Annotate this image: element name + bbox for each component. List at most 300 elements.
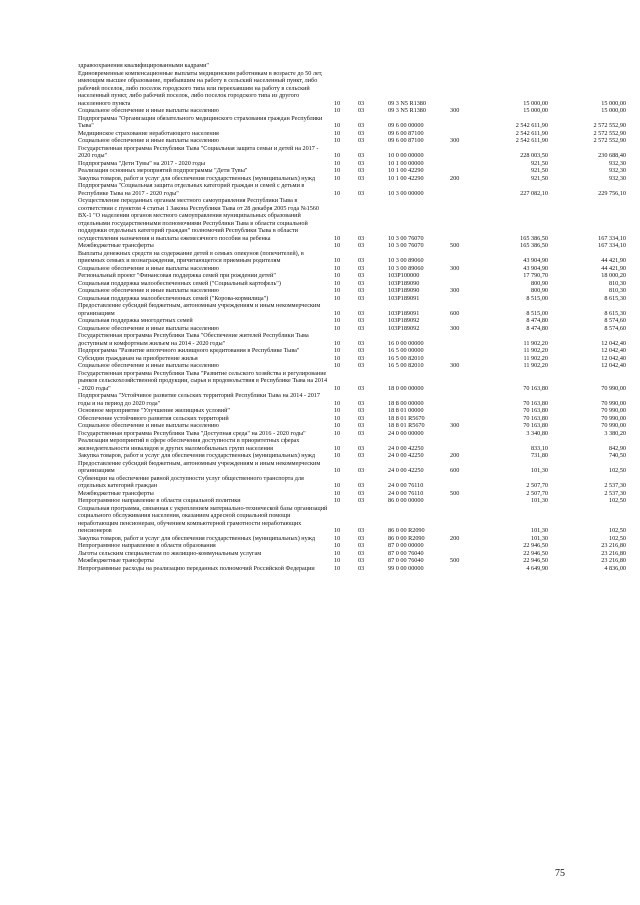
section-code-cell: 10 bbox=[334, 467, 341, 474]
expense-name-cell: Осуществление переданных органам местного самоуправления Республики Тыва в соответствии с пунктом 4 статьи 1 Закона Республики Тыва от 28 декабря 2005 года №1560 ВХ-1 "О наделении органов местного самоуправления муниципальных образований отдельными государственными полномочиями Республики Тыва в области социальной поддержки отдельных категорий граждан" полномочий Республики Тыва в области осуществления назначения и выплаты ежемесячного пособия на ребенка bbox=[78, 197, 319, 242]
amount-year1-cell: 11 902,20 bbox=[523, 339, 548, 347]
amount-year2-cell: 4 836,00 bbox=[604, 564, 626, 572]
amount-year2-cell: 70 990,00 bbox=[601, 407, 626, 414]
expense-type-cell: 300 bbox=[450, 362, 460, 369]
expense-type-cell bbox=[450, 62, 476, 70]
amount-year2-cell: 167 334,10 bbox=[598, 234, 626, 242]
amount-year2-cell: 810,30 bbox=[608, 279, 626, 287]
expense-type-cell: 500 bbox=[450, 242, 460, 249]
subsection-code-cell: 03 bbox=[358, 347, 365, 354]
target-article-cell: 24 0 00 00000 bbox=[388, 429, 424, 437]
section-code-cell: 10 bbox=[334, 107, 341, 114]
expense-name-cell: Предоставление субсидий бюджетным, автономным учреждениям и иным некоммерческим организациям bbox=[78, 302, 321, 317]
amount-year2-cell: 2 572 552,90 bbox=[593, 137, 626, 144]
expense-name-cell: Государственная программа Республики Тыва "Социальная защита семьи и детей на 2017 - 2020 годы" bbox=[78, 144, 319, 159]
subsection-code-cell: 03 bbox=[358, 549, 365, 557]
expense-name-cell: Реализация мероприятий в сфере обеспечения доступности в приоритетных сферах жизнедеятельности инвалидов и других маломобильных групп населения bbox=[78, 437, 300, 452]
section-code-cell: 10 bbox=[334, 167, 341, 174]
table-row bbox=[78, 347, 626, 355]
amount-year1-cell: 3 340,80 bbox=[526, 429, 548, 437]
amount-year1-cell: 101,30 bbox=[530, 497, 548, 504]
target-article-cell: 24 0 00 42250 bbox=[388, 452, 424, 459]
expense-name-cell: Субвенции на обеспечение равной доступности услуг общественного транспорта для отдельных категорий граждан bbox=[78, 474, 304, 489]
subsection-code-cell: 03 bbox=[358, 362, 365, 369]
target-article-cell: 87 0 00 76040 bbox=[388, 549, 424, 557]
expense-type-cell: 300 bbox=[450, 264, 460, 272]
section-code-cell: 10 bbox=[334, 549, 341, 557]
subsection-code-cell: 03 bbox=[358, 497, 365, 504]
expense-name-cell: здравоохранения квалифицированными кадрами" bbox=[78, 62, 209, 69]
expense-type-cell bbox=[450, 317, 476, 325]
expense-type-cell: 500 bbox=[450, 489, 460, 497]
expense-name-cell: Льготы сельским специалистам по жилищно-коммунальным услугам bbox=[78, 549, 262, 557]
amount-year2-cell: 230 688,40 bbox=[598, 152, 626, 159]
target-article-cell: 18 0 00 00000 bbox=[388, 384, 424, 392]
target-article-cell: 16 5 00 82010 bbox=[388, 362, 424, 369]
expense-type-cell bbox=[450, 415, 476, 423]
expense-name-cell: Межбюджетные трансферты bbox=[78, 242, 154, 249]
subsection-code-cell: 03 bbox=[358, 489, 365, 497]
subsection-code-cell: 03 bbox=[358, 99, 365, 107]
section-code-cell: 10 bbox=[334, 257, 341, 264]
target-article-cell: 16 0 00 00000 bbox=[388, 339, 424, 347]
budget-table-body bbox=[78, 62, 626, 572]
amount-year1-cell: 22 946,50 bbox=[523, 557, 548, 564]
amount-year1-cell: 165 386,50 bbox=[520, 234, 548, 242]
section-code-cell: 10 bbox=[334, 482, 341, 489]
budget-table bbox=[78, 62, 626, 572]
expense-name-cell: Основное мероприятие "Улучшение жилищных условий" bbox=[78, 407, 230, 414]
expense-name-cell: Субсидии гражданам на приобретение жилья bbox=[78, 354, 198, 362]
expense-name-cell: Непрограммное направление в области образования bbox=[78, 542, 216, 549]
section-code-cell: 10 bbox=[334, 339, 341, 347]
expense-type-cell: 300 bbox=[450, 287, 460, 294]
section-code-cell: 10 bbox=[334, 129, 341, 137]
table-row bbox=[78, 452, 626, 460]
subsection-code-cell: 03 bbox=[358, 422, 365, 429]
section-code-cell: 10 bbox=[334, 309, 341, 317]
target-article-cell: 24 0 00 76110 bbox=[388, 489, 424, 497]
target-article-cell: 24 0 00 42250 bbox=[388, 467, 424, 474]
subsection-code-cell: 03 bbox=[358, 354, 365, 362]
section-code-cell: 10 bbox=[334, 534, 341, 542]
amount-year2-cell: 8 574,60 bbox=[604, 324, 626, 332]
expense-name-cell: Единовременные компенсационные выплаты медицинским работникам в возрасте до 50 лет, имеющим высшее образование, прибывшим на работу в сельский населенный пункт, либо рабочий поселок, либо поселок городского типа или переехавшим на работу в сельский населенный пункт, либо рабочий поселок, либо поселок городского типа из другого населенного пункта bbox=[78, 69, 323, 107]
expense-name-cell: Подпрограмма "Устойчивое развитие сельских территорий Республики Тыва на 2014 - 2017 годы и на период до 2020 года" bbox=[78, 392, 320, 407]
expense-type-cell bbox=[450, 542, 476, 550]
section-code-cell: 10 bbox=[334, 557, 341, 564]
amount-year1-cell bbox=[476, 62, 554, 70]
target-article-cell: 10 3 00 76070 bbox=[388, 234, 424, 242]
amount-year2-cell: 12 042,40 bbox=[601, 347, 626, 354]
target-article-cell: 09 6 00 87100 bbox=[388, 129, 424, 137]
amount-year1-cell: 11 902,20 bbox=[523, 347, 548, 354]
expense-type-cell bbox=[450, 272, 476, 280]
table-row bbox=[78, 557, 626, 565]
expense-name-cell: Социальное обеспечение и иные выплаты населению bbox=[78, 287, 219, 294]
target-article-cell: 09 6 00 00000 bbox=[388, 122, 424, 129]
amount-year2-cell: 3 380,20 bbox=[604, 429, 626, 437]
target-article-cell: 09 3 N5 R1380 bbox=[388, 107, 426, 114]
subsection-code-cell: 03 bbox=[358, 324, 365, 332]
amount-year1-cell: 8 515,00 bbox=[526, 294, 548, 302]
section-code-cell: 10 bbox=[334, 347, 341, 354]
amount-year2-cell: 8 615,30 bbox=[604, 309, 626, 317]
subsection-code-cell: 03 bbox=[358, 167, 365, 174]
subsection-code-cell: 03 bbox=[358, 542, 365, 549]
section-code-cell: 10 bbox=[334, 234, 341, 242]
target-article-cell: 18 8 01 00000 bbox=[388, 407, 424, 414]
amount-year1-cell: 22 946,50 bbox=[523, 542, 548, 549]
subsection-code-cell: 03 bbox=[358, 557, 365, 564]
expense-name-cell: Социальное обеспечение и иные выплаты населению bbox=[78, 107, 219, 114]
expense-type-cell bbox=[450, 280, 476, 288]
target-article-cell: 103P189092 bbox=[388, 317, 420, 324]
subsection-code-cell: 03 bbox=[358, 129, 365, 137]
expense-type-cell: 200 bbox=[450, 452, 460, 459]
amount-year2-cell: 229 756,10 bbox=[598, 189, 626, 197]
subsection-code-cell: 03 bbox=[358, 122, 365, 129]
section-code-cell: 10 bbox=[334, 399, 341, 407]
amount-year1-cell: 921,50 bbox=[530, 167, 548, 174]
section-code-cell: 10 bbox=[334, 527, 341, 534]
table-row bbox=[78, 550, 626, 558]
subsection-code-cell: 03 bbox=[358, 294, 365, 302]
target-article-cell: 09 3 N5 R1380 bbox=[388, 99, 426, 107]
amount-year2-cell: 23 216,80 bbox=[601, 542, 626, 549]
expense-name-cell: Закупка товаров, работ и услуг для обеспечения государственных (муниципальных) нужд bbox=[78, 452, 316, 459]
table-row bbox=[78, 355, 626, 363]
target-article-cell: 10 3 00 89060 bbox=[388, 257, 424, 264]
table-row bbox=[78, 430, 626, 438]
target-article-cell: 10 3 00 00000 bbox=[388, 189, 424, 197]
table-row bbox=[78, 137, 626, 145]
amount-year1-cell: 833,10 bbox=[530, 444, 548, 452]
target-article-cell: 18 8 01 R5670 bbox=[388, 414, 425, 422]
subsection-code-cell: 03 bbox=[358, 309, 365, 317]
table-row bbox=[78, 542, 626, 550]
subsection-code-cell: 03 bbox=[358, 414, 365, 422]
amount-year1-cell: 70 163,80 bbox=[523, 414, 548, 422]
expense-name-cell: Государственная программа Республики Тыва "Развитие сельского хозяйства и регулирование рынков сельскохозяйственной продукции, сырья и продовольствия в Республике Тыва на 2014 - 2020 годы" bbox=[78, 369, 328, 392]
amount-year1-cell: 70 163,80 bbox=[523, 407, 548, 414]
amount-year1-cell: 101,30 bbox=[530, 534, 548, 542]
expense-type-cell bbox=[450, 197, 476, 242]
expense-name-cell: Обеспечение устойчивого развития сельских территорий bbox=[78, 414, 229, 422]
amount-year2-cell: 102,50 bbox=[608, 497, 626, 504]
amount-year2-cell: 932,30 bbox=[608, 159, 626, 167]
expense-name-cell: Социальное обеспечение и иные выплаты населению bbox=[78, 264, 219, 272]
section-code-cell: 10 bbox=[334, 407, 341, 414]
subsection-code-cell: 03 bbox=[358, 189, 365, 197]
amount-year2-cell: 932,30 bbox=[608, 174, 626, 182]
expense-name-cell: Региональный проект "Финансовая поддержка семей при рождении детей" bbox=[78, 272, 276, 279]
expense-type-cell bbox=[450, 565, 476, 573]
amount-year2-cell: 23 216,80 bbox=[601, 557, 626, 564]
expense-type-cell bbox=[450, 182, 476, 197]
table-row bbox=[78, 535, 626, 543]
section-code-cell: 10 bbox=[334, 242, 341, 249]
table-row bbox=[78, 317, 626, 325]
section-code-cell: 10 bbox=[334, 354, 341, 362]
subsection-code-cell: 03 bbox=[358, 234, 365, 242]
expense-name-cell: Социальное обеспечение и иные выплаты населению bbox=[78, 324, 219, 332]
expense-type-cell: 200 bbox=[450, 174, 460, 182]
table-row bbox=[78, 490, 626, 498]
table-row bbox=[78, 332, 626, 347]
expense-name-cell: Социальное обеспечение и иные выплаты населению bbox=[78, 422, 219, 429]
expense-name-cell: Социальное обеспечение и иные выплаты населению bbox=[78, 362, 219, 369]
section-code-cell: 10 bbox=[334, 174, 341, 182]
amount-year2-cell: 2 572 552,90 bbox=[593, 129, 626, 137]
expense-type-cell: 600 bbox=[450, 467, 460, 474]
expense-name-cell: Подпрограмма "Дети Тувы" на 2017 - 2020 годы bbox=[78, 159, 205, 167]
expense-type-cell: 200 bbox=[450, 534, 460, 542]
amount-year2-cell: 44 421,90 bbox=[601, 257, 626, 264]
amount-year1-cell: 70 163,80 bbox=[523, 422, 548, 429]
subsection-code-cell: 03 bbox=[358, 272, 365, 279]
amount-year2-cell: 102,50 bbox=[608, 534, 626, 542]
amount-year2-cell: 810,30 bbox=[608, 287, 626, 294]
page-number: 75 bbox=[555, 868, 565, 879]
subsection-code-cell: 03 bbox=[358, 152, 365, 159]
amount-year2-cell: 12 042,40 bbox=[601, 354, 626, 362]
expense-type-cell bbox=[450, 70, 476, 108]
amount-year1-cell: 15 000,00 bbox=[523, 99, 548, 107]
amount-year2-cell: 740,50 bbox=[608, 452, 626, 459]
expense-name-cell: Межбюджетные трансферты bbox=[78, 557, 154, 564]
expense-type-cell bbox=[450, 370, 476, 393]
amount-year1-cell: 43 904,90 bbox=[523, 257, 548, 264]
expense-type-cell bbox=[450, 355, 476, 363]
expense-name-cell: Реализация основных мероприятий подпрограммы "Дети Тувы" bbox=[78, 167, 248, 174]
subsection-code-cell: 03 bbox=[358, 482, 365, 489]
expense-type-cell bbox=[450, 250, 476, 265]
target-article-cell: 86 0 00 00000 bbox=[388, 497, 424, 504]
amount-year2-cell: 8 574,60 bbox=[604, 317, 626, 324]
amount-year1-cell: 70 163,80 bbox=[523, 384, 548, 392]
subsection-code-cell: 03 bbox=[358, 444, 365, 452]
expense-type-cell bbox=[450, 437, 476, 452]
amount-year1-cell: 70 163,80 bbox=[523, 399, 548, 407]
section-code-cell: 10 bbox=[334, 497, 341, 504]
table-row bbox=[78, 130, 626, 138]
target-article-cell: 103P100000 bbox=[388, 272, 420, 279]
amount-year2-cell: 2 572 552,90 bbox=[593, 122, 626, 129]
subsection-code-cell: 03 bbox=[358, 264, 365, 272]
subsection-code-cell: 03 bbox=[358, 407, 365, 414]
expense-type-cell: 300 bbox=[450, 107, 460, 114]
table-row bbox=[78, 70, 626, 108]
subsection-code-cell: 03 bbox=[358, 287, 365, 294]
target-article-cell: 10 0 00 00000 bbox=[388, 152, 424, 159]
table-row bbox=[78, 280, 626, 288]
amount-year1-cell: 101,30 bbox=[530, 467, 548, 474]
amount-year1-cell: 8 474,80 bbox=[526, 324, 548, 332]
subsection-code-cell: 03 bbox=[358, 279, 365, 287]
section-code-cell: 10 bbox=[334, 429, 341, 437]
target-article-cell: 10 1 00 42290 bbox=[388, 167, 424, 174]
amount-year2-cell: 15 000,00 bbox=[601, 107, 626, 114]
expense-type-cell bbox=[450, 475, 476, 490]
section-code-cell: 10 bbox=[334, 422, 341, 429]
amount-year2-cell: 44 421,90 bbox=[601, 264, 626, 272]
expense-name-cell: Социальная поддержка многодетных семей bbox=[78, 317, 193, 324]
target-article-cell: 103P189090 bbox=[388, 287, 420, 294]
expense-name-cell: Закупка товаров, работ и услуг для обеспечения государственных (муниципальных) нужд bbox=[78, 174, 316, 182]
subsection-code-cell: 03 bbox=[358, 452, 365, 459]
amount-year2-cell: 8 615,30 bbox=[604, 294, 626, 302]
expense-type-cell: 300 bbox=[450, 137, 460, 144]
section-code-cell: 10 bbox=[334, 324, 341, 332]
target-article-cell: 103P189091 bbox=[388, 294, 420, 302]
expense-name-cell: Социальная поддержка малообеспеченных семей ("Социальный картофель") bbox=[78, 279, 281, 287]
section-code-cell: 10 bbox=[334, 452, 341, 459]
table-row bbox=[78, 175, 626, 183]
subsection-code-cell: 03 bbox=[358, 399, 365, 407]
expense-name-cell: Непрограммные расходы на реализацию переданных полномочий Российской Федерации bbox=[78, 564, 315, 572]
amount-year1-cell: 8 474,80 bbox=[526, 317, 548, 324]
expense-name-cell: Медицинское страхование неработающего населения bbox=[78, 129, 219, 137]
amount-year2-cell: 842,90 bbox=[608, 444, 626, 452]
table-row bbox=[78, 160, 626, 168]
section-code-cell: 10 bbox=[334, 279, 341, 287]
target-article-cell: 86 0 00 R2090 bbox=[388, 534, 425, 542]
amount-year2-cell: 70 990,00 bbox=[601, 384, 626, 392]
amount-year2-cell: 12 042,40 bbox=[601, 362, 626, 369]
section-code-cell bbox=[332, 62, 358, 70]
amount-year2-cell: 102,50 bbox=[608, 527, 626, 534]
amount-year1-cell: 227 082,10 bbox=[520, 189, 548, 197]
table-row bbox=[78, 242, 626, 250]
expense-type-cell: 300 bbox=[450, 324, 460, 332]
table-row bbox=[78, 287, 626, 295]
target-article-cell: 103P189090 bbox=[388, 279, 420, 287]
target-article-cell: 09 6 00 87100 bbox=[388, 137, 424, 144]
amount-year1-cell: 22 946,50 bbox=[523, 549, 548, 557]
section-code-cell: 10 bbox=[334, 99, 341, 107]
expense-type-cell bbox=[450, 347, 476, 355]
section-code-cell: 10 bbox=[334, 137, 341, 144]
amount-year2-cell: 12 042,40 bbox=[601, 339, 626, 347]
section-code-cell: 10 bbox=[334, 489, 341, 497]
expense-name-cell: Непрограммное направление в области социальной политики bbox=[78, 497, 241, 504]
subsection-code-cell: 03 bbox=[358, 527, 365, 534]
target-article-cell: 16 5 00 00000 bbox=[388, 347, 424, 354]
target-article-cell: 103P189091 bbox=[388, 309, 420, 317]
expense-type-cell bbox=[450, 115, 476, 130]
target-article-cell: 18 8 00 00000 bbox=[388, 399, 424, 407]
section-code-cell: 10 bbox=[334, 272, 341, 279]
amount-year2-cell: 70 990,00 bbox=[601, 414, 626, 422]
amount-year1-cell: 2 542 611,90 bbox=[515, 137, 548, 144]
table-row bbox=[78, 370, 626, 393]
table-row bbox=[78, 422, 626, 430]
amount-year1-cell: 2 542 611,90 bbox=[515, 122, 548, 129]
expense-name-cell: Социальное обеспечение и иные выплаты населению bbox=[78, 137, 219, 144]
expense-name-cell: Социальная поддержка малообеспеченных семей ("Корова-кормилица") bbox=[78, 294, 269, 302]
table-row bbox=[78, 505, 626, 535]
expense-type-cell bbox=[450, 295, 476, 303]
target-article-cell: 10 3 00 76070 bbox=[388, 242, 424, 249]
subsection-code-cell: 03 bbox=[358, 534, 365, 542]
expense-name-cell: Предоставление субсидий бюджетным, автономным учреждениям и иным некоммерческим организациям bbox=[78, 459, 321, 474]
section-code-cell: 10 bbox=[334, 362, 341, 369]
table-row bbox=[78, 460, 626, 475]
expense-type-cell bbox=[450, 430, 476, 438]
expense-name-cell: Подпрограмма "Организация обязательного медицинского страхования граждан Республики Тыва" bbox=[78, 114, 323, 129]
amount-year2-cell: 23 216,80 bbox=[601, 549, 626, 557]
expense-type-cell bbox=[450, 160, 476, 168]
target-article-cell: 16 5 00 82010 bbox=[388, 354, 424, 362]
amount-year1-cell: 11 902,20 bbox=[523, 354, 548, 362]
target-article-cell: 86 0 00 R2090 bbox=[388, 527, 425, 534]
subsection-code-cell: 03 bbox=[358, 159, 365, 167]
target-article-cell: 10 1 00 42290 bbox=[388, 174, 424, 182]
section-code-cell: 10 bbox=[334, 384, 341, 392]
subsection-code-cell bbox=[358, 62, 388, 70]
expense-type-cell bbox=[450, 392, 476, 407]
table-row bbox=[78, 565, 626, 573]
section-code-cell: 10 bbox=[334, 122, 341, 129]
amount-year1-cell: 731,80 bbox=[530, 452, 548, 459]
table-row bbox=[78, 302, 626, 317]
table-row bbox=[78, 407, 626, 415]
table-row bbox=[78, 497, 626, 505]
table-row bbox=[78, 295, 626, 303]
amount-year2-cell: 18 000,20 bbox=[601, 272, 626, 279]
amount-year2-cell: 15 000,00 bbox=[601, 99, 626, 107]
amount-year1-cell: 15 000,00 bbox=[523, 107, 548, 114]
amount-year1-cell: 2 507,70 bbox=[526, 489, 548, 497]
subsection-code-cell: 03 bbox=[358, 317, 365, 324]
subsection-code-cell: 03 bbox=[358, 429, 365, 437]
section-code-cell: 10 bbox=[334, 294, 341, 302]
section-code-cell: 10 bbox=[334, 152, 341, 159]
section-code-cell: 10 bbox=[334, 189, 341, 197]
expense-name-cell: Подпрограмма "Развитие ипотечного жилищного кредитования в Республике Тыва" bbox=[78, 347, 300, 354]
amount-year1-cell: 101,30 bbox=[530, 527, 548, 534]
section-code-cell: 10 bbox=[334, 542, 341, 549]
amount-year1-cell: 165 386,50 bbox=[520, 242, 548, 249]
amount-year1-cell: 4 649,90 bbox=[526, 564, 548, 572]
amount-year2-cell: 70 990,00 bbox=[601, 422, 626, 429]
expense-type-cell: 600 bbox=[450, 309, 460, 317]
table-row bbox=[78, 145, 626, 160]
amount-year1-cell: 228 003,50 bbox=[520, 152, 548, 159]
subsection-code-cell: 03 bbox=[358, 467, 365, 474]
amount-year2-cell bbox=[554, 62, 626, 70]
expense-name-cell: Межбюджетные трансферты bbox=[78, 489, 154, 497]
expense-type-cell bbox=[450, 550, 476, 558]
expense-name-cell: Подпрограмма "Социальная защита отдельных категорий граждан и семей с детьми в Республике Тыва на 2017 - 2020 годы" bbox=[78, 182, 305, 197]
target-article-cell: 103P189092 bbox=[388, 324, 420, 332]
amount-year1-cell: 2 542 611,90 bbox=[515, 129, 548, 137]
expense-name-cell: Государственная программа Республики Тыва "Обеспечение жителей Республики Тыва доступным и комфортным жильем на 2014 - 2020 годы" bbox=[78, 332, 309, 347]
expense-type-cell bbox=[450, 497, 476, 505]
target-article-cell: 24 0 00 42250 bbox=[388, 444, 424, 452]
table-row bbox=[78, 392, 626, 407]
amount-year2-cell: 932,30 bbox=[608, 167, 626, 174]
subsection-code-cell: 03 bbox=[358, 384, 365, 392]
table-row bbox=[78, 475, 626, 490]
expense-type-cell bbox=[450, 332, 476, 347]
section-code-cell: 10 bbox=[334, 444, 341, 452]
amount-year1-cell: 800,90 bbox=[530, 279, 548, 287]
amount-year1-cell: 43 904,90 bbox=[523, 264, 548, 272]
amount-year2-cell: 70 990,00 bbox=[601, 399, 626, 407]
amount-year1-cell: 921,50 bbox=[530, 159, 548, 167]
